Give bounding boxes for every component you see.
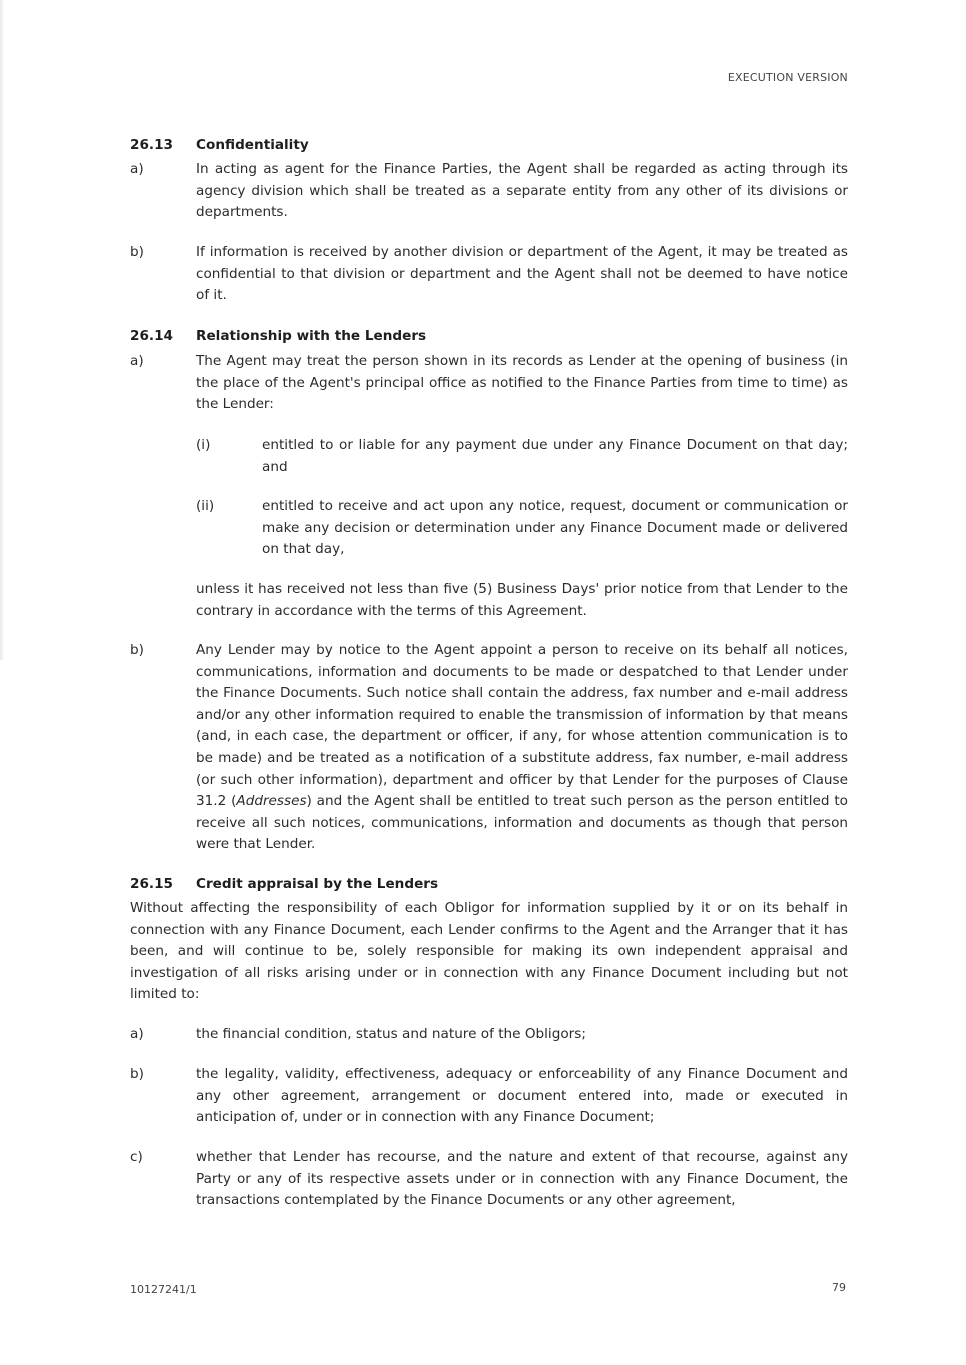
clause-text: If information is received by another division or department of the Agent, it may be treated as confidential to that division or department and the Agent shall not be deemed to have notice of it.	[196, 244, 848, 304]
section-title: Confidentiality	[196, 137, 309, 153]
section-heading-26-14	[130, 326, 426, 348]
clause-text: Any Lender may by notice to the Agent appoint a person to receive on its behalf all notices, communications, information and documents to be made or despatched to that Lender under the Finance Documents. Such notice shall contain the address, fax number and e-mail address and/or any other information required to enable the transmission of information by that means (and, in each case, the department or officer, if any, for whose attention communication is to be made) and be treated as a notification of a substitute address, fax number, e-mail address (or such other information), department and officer by that Lender for the purposes of Clause 31.2 (Addresses) and the Agent shall be entitled to treat such person as the person entitled to receive all such notices, communications, information and documents as though that person were that Lender.	[196, 642, 848, 853]
clause-marker: b)	[130, 1066, 144, 1082]
clause-marker: a)	[130, 161, 144, 177]
subclause-marker: (ii)	[196, 498, 215, 514]
version-header: EXECUTION VERSION	[727, 71, 848, 84]
clause-26-13-b	[130, 242, 848, 307]
clause-26-13-a	[130, 159, 848, 224]
clause-text: the legality, validity, effectiveness, adequacy or enforceability of any Finance Document and any other agreement, arrangement or document entered into, made or executed in anticipation of, under or in connection with any Finance Document;	[196, 1066, 848, 1126]
clause-26-14-a	[130, 351, 848, 416]
page-number: 79	[832, 1281, 846, 1294]
subclause-text: entitled to or liable for any payment due under any Finance Document on that day; and	[262, 437, 848, 475]
section-number: 26.15	[130, 876, 173, 892]
document-reference: 10127241/1	[130, 1283, 197, 1296]
clause-text: the financial condition, status and nature of the Obligors;	[196, 1026, 586, 1042]
clause-26-15-c	[130, 1147, 848, 1212]
defined-term-addresses: Addresses	[236, 793, 307, 810]
clause-marker: c)	[130, 1149, 143, 1165]
clause-26-15-b	[130, 1064, 848, 1129]
section-number: 26.13	[130, 137, 173, 153]
clause-26-14-a-ii	[196, 496, 848, 561]
clause-marker: b)	[130, 244, 144, 260]
section-title: Credit appraisal by the Lenders	[196, 876, 439, 892]
clause-marker: b)	[130, 642, 144, 658]
section-title: Relationship with the Lenders	[196, 328, 427, 344]
subclause-text: entitled to receive and act upon any notice, request, document or communication or make any decision or determination under any Finance Document made or delivered on that day,	[262, 498, 848, 558]
clause-marker: a)	[130, 1026, 144, 1042]
clause-text: whether that Lender has recourse, and the nature and extent of that recourse, against any Party or any of its respective assets under or in connection with any Finance Document, the transactions contemplated by the Finance Documents or any other agreement,	[196, 1149, 848, 1209]
clause-text: The Agent may treat the person shown in its records as Lender at the opening of business (in the place of the Agent's principal office as notified to the Finance Parties from time to time) as the Lender:	[196, 353, 848, 413]
clause-26-15-a	[130, 1024, 848, 1046]
subclause-marker: (i)	[196, 437, 211, 453]
clause-26-15-intro: Without affecting the responsibility of each Obligor for information supplied by it or on its behalf in connection with any Finance Document, each Lender confirms to the Agent and the Arranger that it has been, and will continue to be, solely responsible for making its own independent appraisal and investigation of all risks arising under or in connection with any Finance Document including but not limited to:	[130, 900, 848, 1003]
scan-edge-shadow	[0, 0, 4, 660]
clause-marker: a)	[130, 353, 144, 369]
clause-26-14-a-tail: unless it has received not less than five (5) Business Days' prior notice from that Lender to the contrary in accordance with the terms of this Agreement.	[196, 581, 848, 619]
clause-text: In acting as agent for the Finance Parties, the Agent shall be regarded as acting through its agency division which shall be treated as a separate entity from any other of its divisions or departments.	[196, 161, 848, 221]
clause-26-14-a-i	[196, 435, 848, 478]
section-heading-26-13	[130, 135, 309, 157]
section-heading-26-15	[130, 874, 438, 896]
clause-26-14-b	[130, 640, 848, 856]
section-number: 26.14	[130, 328, 173, 344]
